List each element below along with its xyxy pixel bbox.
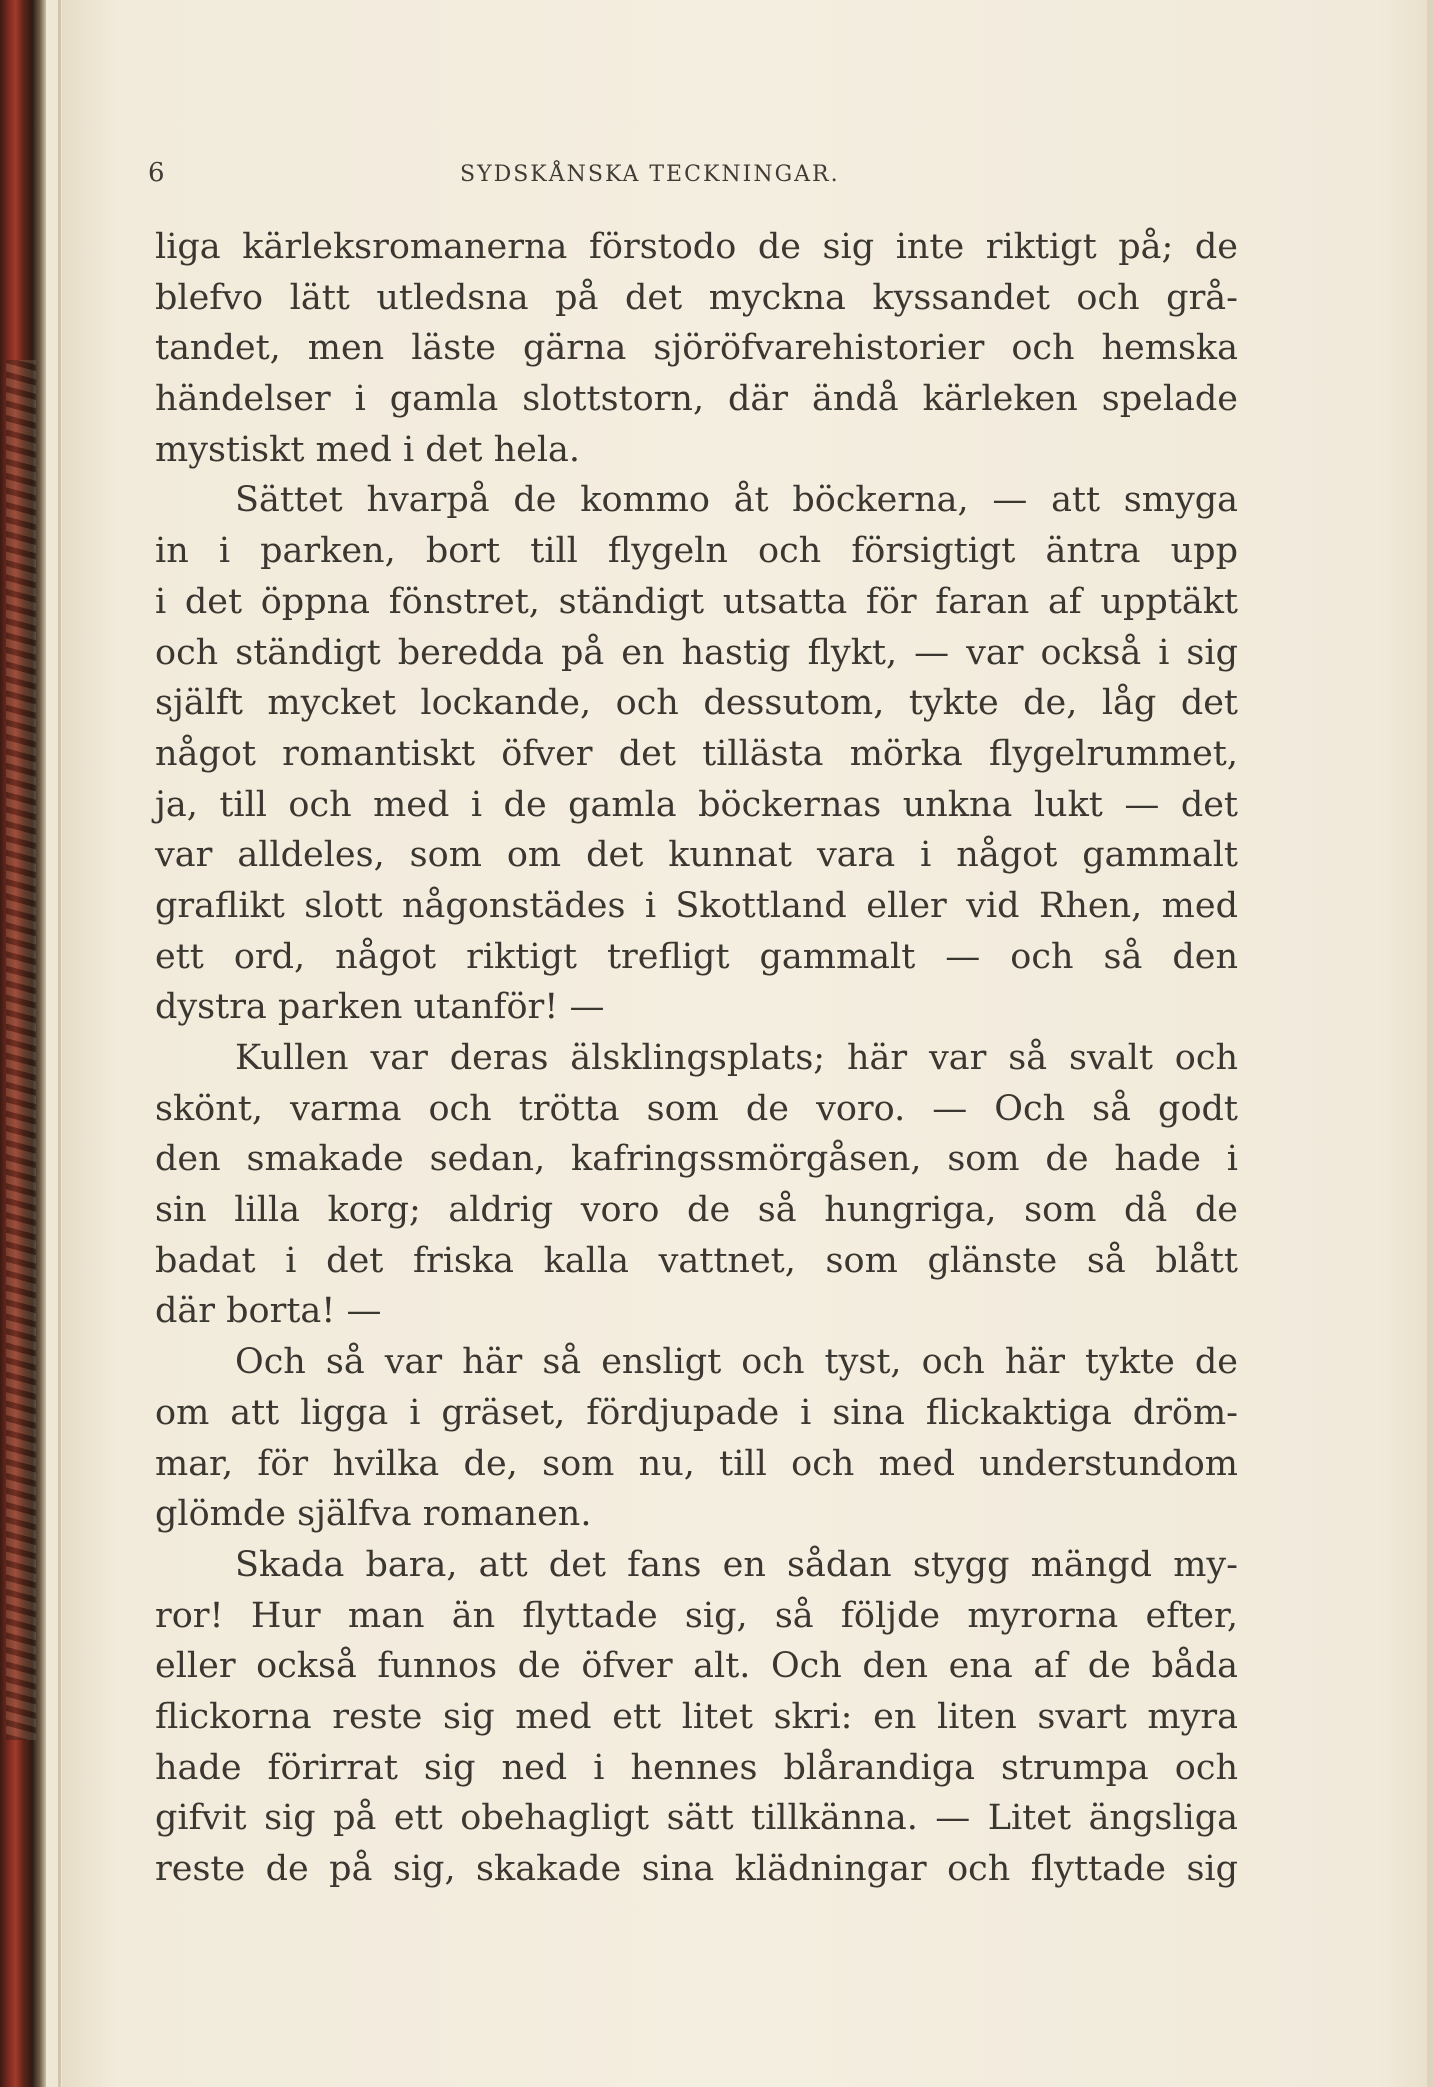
text-line: och ständigt beredda på en hastig flykt, — var också i sig bbox=[155, 632, 1238, 673]
book-binding-edge bbox=[0, 0, 46, 2087]
text-line: om att ligga i gräset, fördjupade i sina flickaktiga dröm- bbox=[155, 1392, 1238, 1433]
text-line: händelser i gamla slottstorn, där ändå kärleken spelade bbox=[155, 379, 1238, 420]
text-line: Skada bara, att det fans en sådan stygg mängd my- bbox=[235, 1544, 1238, 1585]
text-line: där borta! — bbox=[155, 1291, 382, 1332]
text-line: dystra parken utanför! — bbox=[155, 987, 605, 1028]
page-edge bbox=[1427, 0, 1433, 2087]
text-line: gifvit sig på ett obehagligt sätt tillkänna. — Litet ängsliga bbox=[155, 1798, 1238, 1839]
text-line: den smakade sedan, kafringssmörgåsen, som de hade i bbox=[155, 1139, 1238, 1180]
page-number: 6 bbox=[148, 158, 165, 188]
text-line: in i parken, bort till flygeln och försigtigt äntra upp bbox=[155, 531, 1238, 572]
page-header bbox=[148, 158, 1228, 194]
text-line: tandet, men läste gärna sjöröfvarehistorier och hemska bbox=[155, 328, 1238, 369]
text-line: sin lilla korg; aldrig voro de så hungriga, som då de bbox=[155, 1190, 1238, 1231]
text-line: liga kärleksromanerna förstodo de sig inte riktigt på; de bbox=[155, 227, 1238, 267]
text-line: själft mycket lockande, och dessutom, tykte de, låg det bbox=[155, 683, 1238, 724]
text-line: flickorna reste sig med ett litet skri: en liten svart myra bbox=[155, 1696, 1238, 1737]
text-line: ett ord, något riktigt trefligt gammalt — och så den bbox=[155, 936, 1238, 977]
text-line: mar, för hvilka de, som nu, till och med understundom bbox=[155, 1443, 1238, 1484]
text-line: badat i det friska kalla vattnet, som glänste så blått bbox=[155, 1240, 1238, 1281]
text-line: något romantiskt öfver det tillästa mörka flygelrummet, bbox=[155, 733, 1238, 774]
text-line: ror! Hur man än flyttade sig, så följde myrorna efter, bbox=[155, 1595, 1238, 1636]
text-line: eller också funnos de öfver alt. Och den ena af de båda bbox=[155, 1646, 1238, 1687]
text-line: i det öppna fönstret, ständigt utsatta för faran af upptäkt bbox=[155, 581, 1238, 622]
text-line: var alldeles, som om det kunnat vara i något gammalt bbox=[155, 835, 1238, 876]
text-line: hade förirrat sig ned i hennes blårandiga strumpa och bbox=[155, 1747, 1238, 1788]
gutter-rule bbox=[58, 0, 61, 2087]
body-text bbox=[155, 222, 1238, 1895]
text-line: Sättet hvarpå de kommo åt böckerna, — att smyga bbox=[235, 480, 1238, 521]
text-line: Kullen var deras älsklingsplats; här var så svalt och bbox=[235, 1038, 1238, 1078]
text-line: reste de på sig, skakade sina klädningar och flyttade sig bbox=[155, 1849, 1238, 1889]
text-line: mystiskt med i det hela. bbox=[155, 429, 581, 470]
text-line: skönt, varma och trötta som de voro. — Och så godt bbox=[155, 1088, 1238, 1129]
text-line: blefvo lätt utledsna på det myckna kyssandet och grå- bbox=[155, 277, 1238, 318]
text-line: Och så var här så ensligt och tyst, och här tykte de bbox=[235, 1342, 1238, 1383]
text-line: glömde själfva romanen. bbox=[155, 1494, 592, 1535]
text-line: graflikt slott någonstädes i Skottland eller vid Rhen, med bbox=[155, 885, 1238, 926]
text-line: ja, till och med i de gamla böckernas unkna lukt — det bbox=[155, 784, 1238, 825]
running-head: SYDSKÅNSKA TECKNINGAR. bbox=[460, 162, 840, 187]
